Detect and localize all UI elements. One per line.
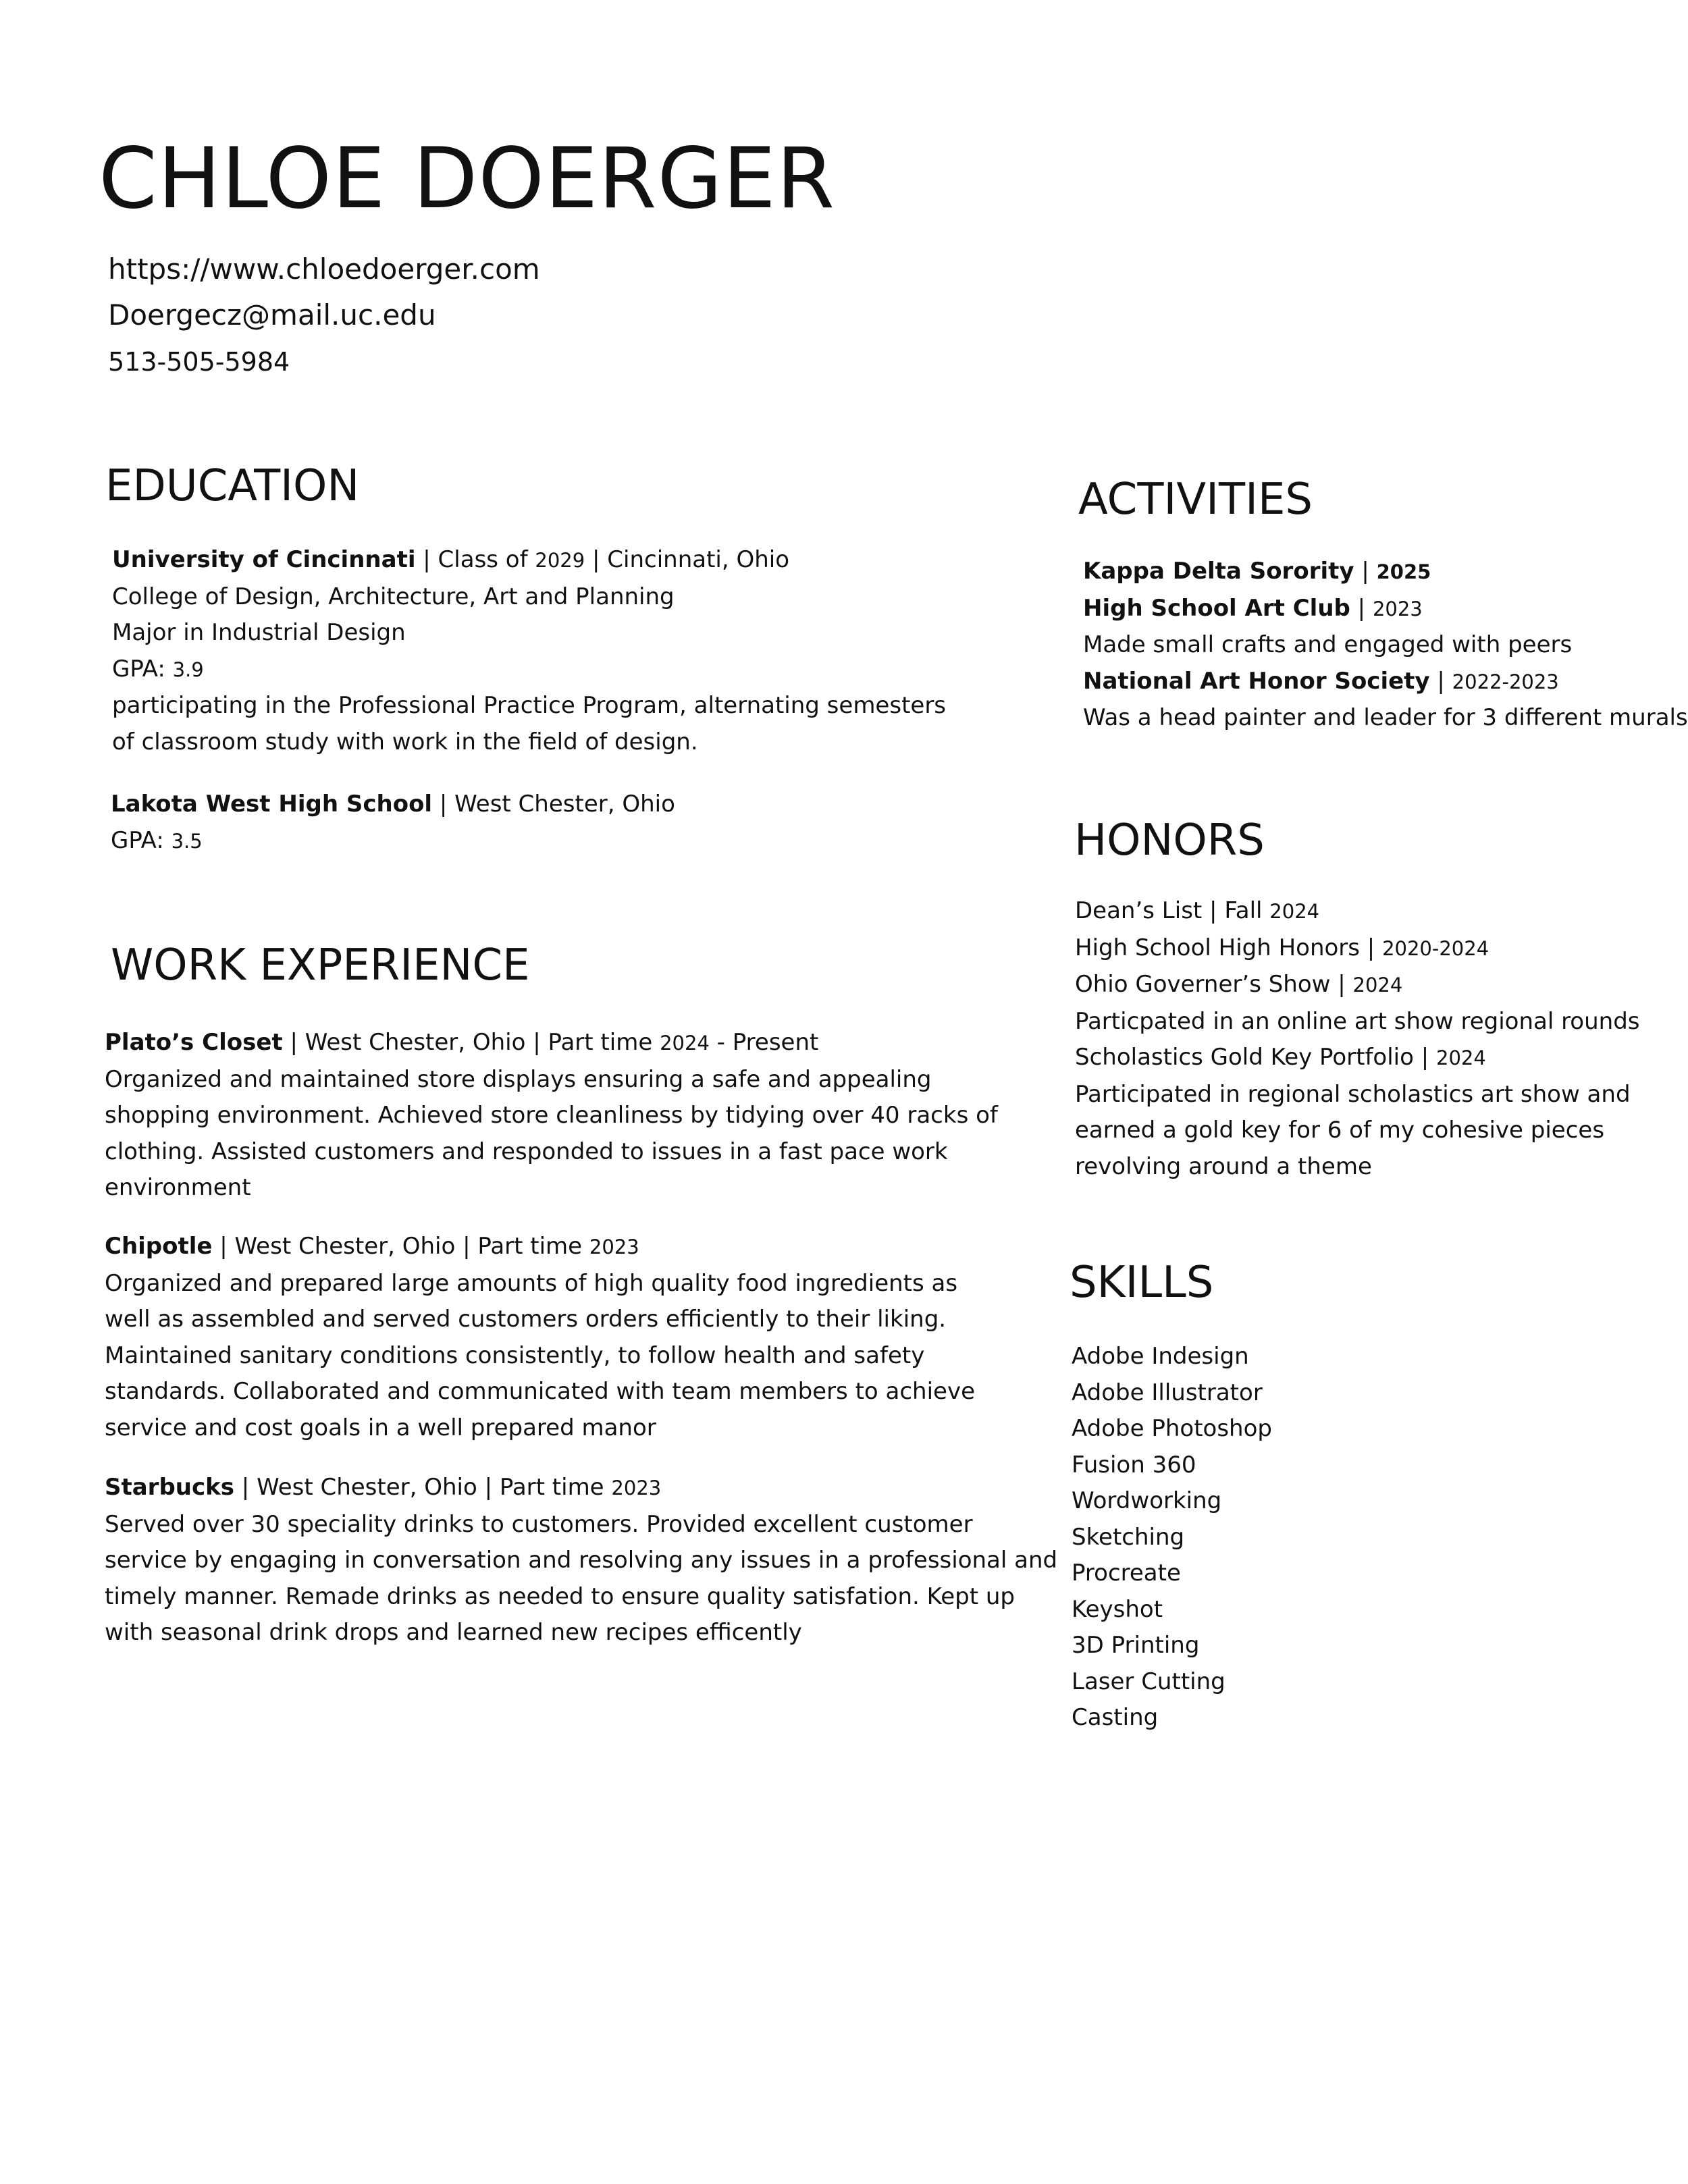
resume-name: CHLOE DOERGER — [99, 130, 836, 228]
job-description-line: timely manner. Remade drinks as needed to ensure quality satisfation. Kept up — [105, 1582, 1016, 1610]
honor-description: Participated in regional scholastics art show and — [1075, 1080, 1631, 1108]
school-name: Lakota West High School — [111, 791, 433, 818]
activity-item: National Art Honor Society | 2022-2023 — [1083, 667, 1559, 695]
education-entry-header: Lakota West High School | West Chester, Ohio — [111, 791, 675, 818]
activities-list — [1083, 554, 1688, 737]
job-platos-closet — [105, 1025, 998, 1206]
job-header: Chipotle | West Chester, Ohio | Part time 2023 — [105, 1233, 639, 1260]
education-entry-lakota — [111, 787, 675, 859]
job-starbucks — [105, 1470, 1057, 1651]
skill-item: Sketching — [1072, 1523, 1185, 1551]
email-link[interactable]: Doergecz@mail.uc.edu — [108, 298, 436, 331]
activities-heading: ACTIVITIES — [1078, 475, 1313, 525]
skills-list — [1072, 1339, 1272, 1736]
skill-item: Keyshot — [1072, 1595, 1163, 1623]
honor-item: Ohio Governer’s Show | 2024 — [1075, 971, 1403, 998]
job-description-line: Organized and prepared large amounts of high quality food ingredients as — [105, 1269, 958, 1297]
job-description-line: Maintained sanitary conditions consistently, to follow health and safety — [105, 1341, 925, 1369]
honor-item: Dean’s List | Fall 2024 — [1075, 897, 1320, 924]
honor-item: Scholastics Gold Key Portfolio | 2024 — [1075, 1044, 1486, 1071]
skill-item: Adobe Photoshop — [1072, 1415, 1272, 1442]
education-gpa: GPA: 3.9 — [112, 655, 204, 683]
skill-item: Adobe Indesign — [1072, 1343, 1249, 1370]
job-employer: Plato’s Closet — [105, 1029, 283, 1056]
job-employer: Chipotle — [105, 1233, 213, 1260]
honor-description: revolving around a theme — [1075, 1152, 1372, 1180]
skill-item: Laser Cutting — [1072, 1668, 1225, 1695]
job-description-line: Organized and maintained store displays ensuring a safe and appealing — [105, 1065, 932, 1093]
education-entry-header: University of Cincinnati | Class of 2029 | Cincinnati, Ohio — [112, 546, 790, 573]
job-chipotle — [105, 1229, 975, 1446]
honor-description: earned a gold key for 6 of my cohesive pieces — [1075, 1117, 1605, 1144]
skill-item: Wordworking — [1072, 1487, 1222, 1514]
education-line: Major in Industrial Design — [112, 619, 406, 646]
job-description-line: with seasonal drink drops and learned new recipes efficently — [105, 1619, 802, 1646]
education-line: participating in the Professional Practice Program, alternating semesters — [112, 692, 947, 719]
activity-item: High School Art Club | 2023 — [1083, 594, 1423, 622]
job-description-line: service by engaging in conversation and resolving any issues in a professional and — [105, 1547, 1058, 1574]
skills-heading: SKILLS — [1070, 1258, 1214, 1308]
job-description-line: standards. Collaborated and communicated with team members to achieve — [105, 1378, 975, 1405]
job-header: Plato’s Closet | West Chester, Ohio | Part time 2024 - Present — [105, 1029, 819, 1056]
activity-item: Kappa Delta Sorority | 2025 — [1083, 558, 1431, 585]
school-name: University of Cincinnati — [112, 546, 416, 573]
skill-item: Adobe Illustrator — [1072, 1379, 1263, 1406]
job-header: Starbucks | West Chester, Ohio | Part time 2023 — [105, 1474, 662, 1501]
skill-item: Fusion 360 — [1072, 1451, 1196, 1479]
education-gpa: GPA: 3.5 — [111, 826, 203, 854]
education-entry-uc — [112, 542, 946, 760]
honors-heading: HONORS — [1074, 816, 1265, 865]
phone-number: 513-505-5984 — [108, 347, 290, 377]
education-line: of classroom study with work in the field of design. — [112, 728, 698, 755]
website-link[interactable]: https://www.chloedoerger.com — [108, 252, 540, 286]
honor-description: Particpated in an online art show regional rounds — [1075, 1007, 1640, 1035]
work-experience-heading: WORK EXPERIENCE — [111, 940, 530, 990]
job-description-line: clothing. Assisted customers and responded to issues in a fast pace work — [105, 1138, 948, 1165]
activity-description: Made small crafts and engaged with peers — [1083, 631, 1573, 658]
job-description-line: service and cost goals in a well prepared manor — [105, 1414, 656, 1441]
skill-item: 3D Printing — [1072, 1632, 1200, 1659]
skill-item: Procreate — [1072, 1560, 1181, 1587]
activity-description: Was a head painter and leader for 3 different murals — [1083, 704, 1688, 731]
skill-item: Casting — [1072, 1704, 1159, 1731]
job-description-line: environment — [105, 1174, 251, 1201]
education-heading: EDUCATION — [105, 461, 360, 511]
education-line: College of Design, Architecture, Art and Planning — [112, 583, 675, 610]
honors-list — [1075, 893, 1640, 1185]
job-description-line: Served over 30 speciality drinks to customers. Provided excellent customer — [105, 1510, 973, 1538]
job-description-line: shopping environment. Achieved store cleanliness by tidying over 40 racks of — [105, 1102, 998, 1129]
job-employer: Starbucks — [105, 1474, 234, 1501]
job-description-line: well as assembled and served customers orders efficiently to their liking. — [105, 1306, 947, 1333]
honor-item: High School High Honors | 2020-2024 — [1075, 934, 1489, 961]
